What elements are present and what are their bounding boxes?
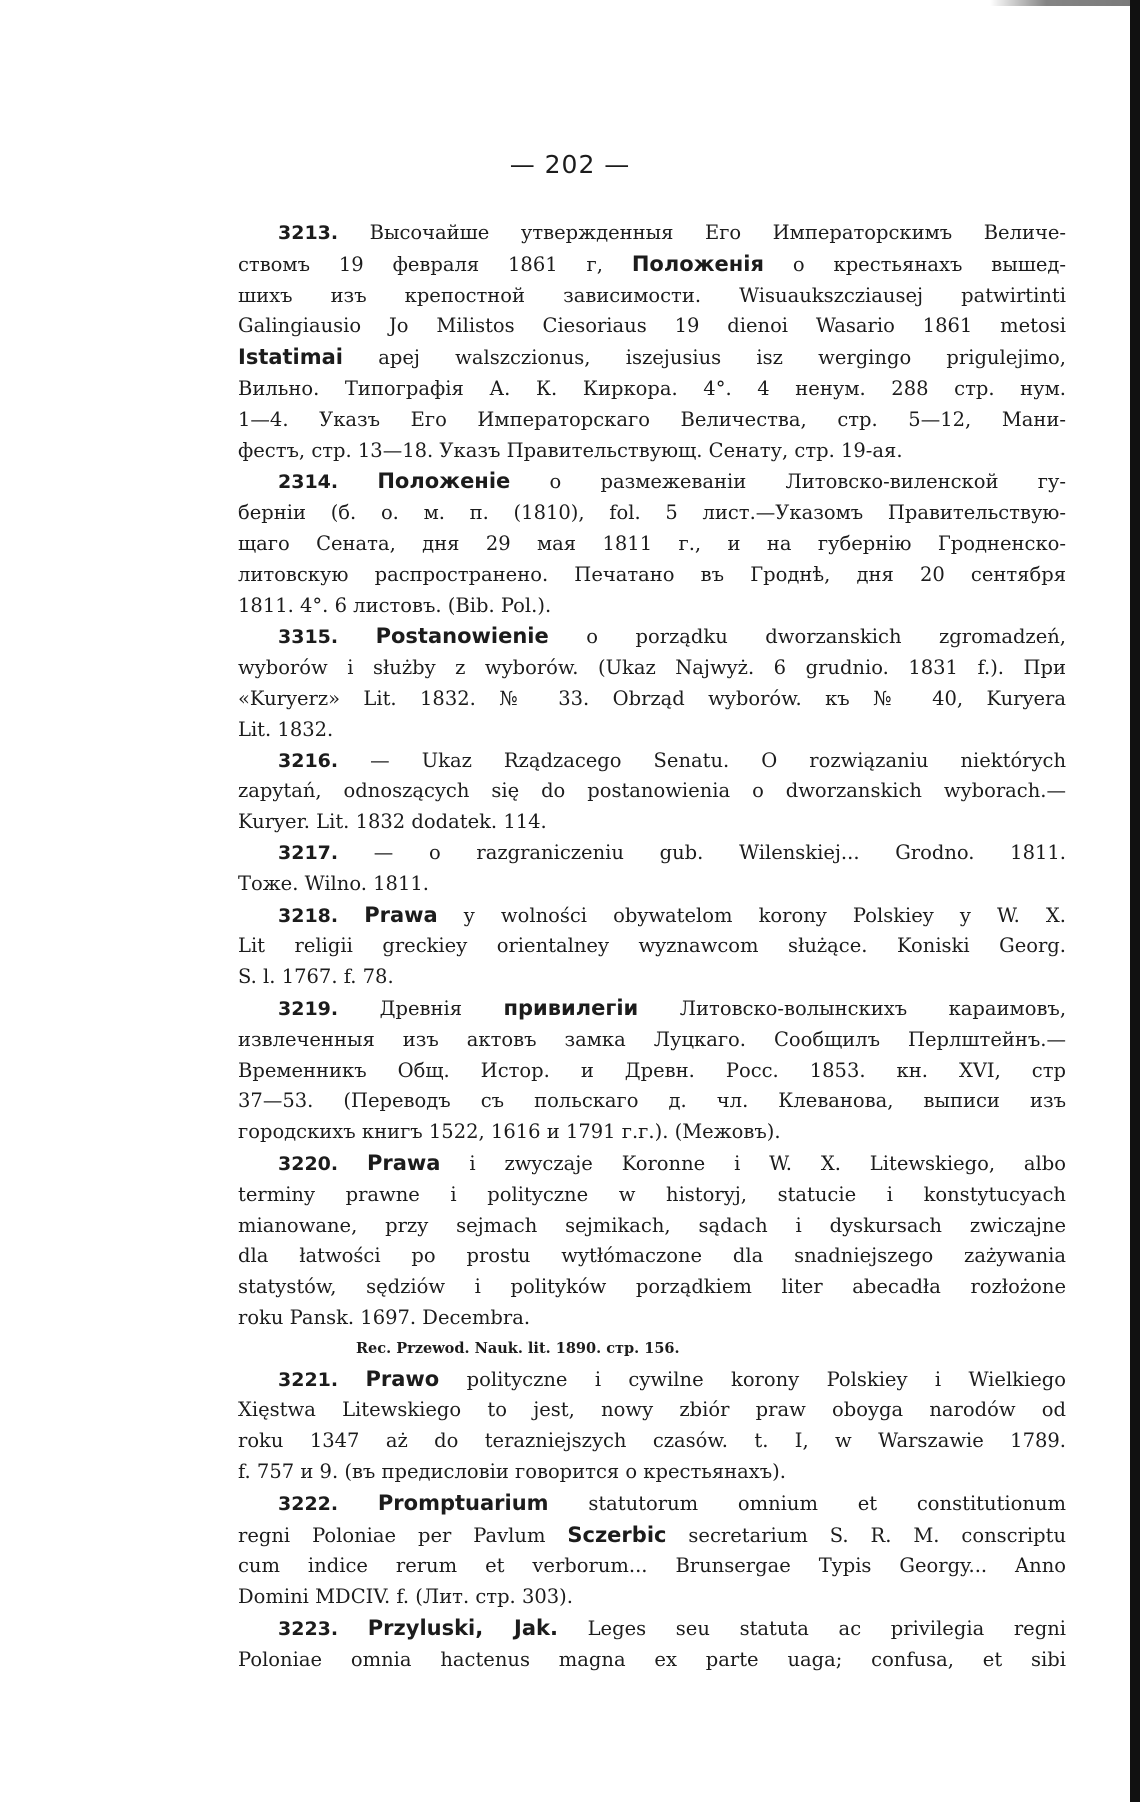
bibliography-entry: [238, 838, 1066, 900]
entry-keyword: Положенія: [631, 251, 764, 276]
entry-text: 1—4. Указъ Его Императорскаго Величества, стр. 5—12, Мани-: [238, 407, 1066, 431]
entry-text: Lit. 1832.: [238, 717, 334, 741]
entry-text: Вильно. Типографія А. К. Киркора. 4°. 4 ненум. 288 стр. нум.: [238, 376, 1066, 400]
entry-line: [238, 466, 1066, 498]
entry-number: 3216.: [278, 749, 339, 772]
entry-text: terminy prawne i polityczne w historyj, statucie i konstytucyach: [238, 1182, 1066, 1206]
entry-keyword: Prawo: [365, 1366, 440, 1391]
entry-number: 3222.: [278, 1492, 339, 1515]
page-number: — 202 —: [509, 150, 631, 179]
entry-text: S. l. 1767. f. 78.: [238, 965, 394, 989]
entry-number: 3220.: [278, 1152, 339, 1175]
entry-text: roku 1347 aż do terazniejszych czasów. t. I, w Warszawie 1789.: [238, 1429, 1066, 1453]
entry-text: 37—53. (Переводъ съ польскаго д. чл. Клеванова, выписи изъ: [238, 1089, 1066, 1113]
entry-text: i zwyczaje Koronne i W. X. Litewskiego, albo: [469, 1151, 1067, 1175]
entry-line: [238, 1551, 1066, 1582]
entry-text: Lit religii greckiey orientalney wyznawcom służące. Koniski Georg.: [238, 934, 1066, 958]
entry-line: [238, 776, 1066, 807]
entry-line: [238, 1056, 1066, 1087]
entry-text: фестъ, стр. 13—18. Указъ Правительствующ. Сенату, стр. 19-ая.: [238, 438, 903, 462]
entry-line: [238, 1457, 1066, 1488]
entry-text: — Ukaz Rządzacego Senatu. O rozwiązaniu niektórych: [370, 748, 1067, 772]
entry-line: [238, 838, 1066, 869]
entry-line: [238, 405, 1066, 436]
entry-line: [238, 715, 1066, 746]
entry-line: [238, 281, 1066, 312]
entry-text: Galingiausio Jo Milistos Ciesoriaus 19 dienoi Wasario 1861 metosi: [238, 314, 1066, 338]
entry-line: [238, 560, 1066, 591]
entry-text: mianowane, przy sejmach sejmikach, sądach i dyskursach zwiczajne: [238, 1213, 1066, 1237]
entry-line: [238, 962, 1066, 993]
entry-keyword: Sczerbic: [567, 1522, 667, 1547]
entry-line: [238, 1645, 1066, 1676]
entry-keyword: Postanowienie: [375, 624, 549, 649]
entry-keyword: Promptuarium: [377, 1490, 549, 1515]
entry-line: [238, 374, 1066, 405]
entry-text: o porządku dworzanskich zgromadzeń,: [586, 625, 1066, 649]
entry-text: Древнія: [379, 996, 462, 1020]
entry-text: Leges seu statuta ac privilegia regni: [587, 1617, 1066, 1641]
entry-text: wyborów i służby z wyborów. (Ukaz Najwyż. 6 grudnio. 1831 f.). При: [238, 656, 1066, 680]
entry-line: [238, 1582, 1066, 1613]
entry-line: [238, 1395, 1066, 1426]
entry-text: dla łatwości po prostu wytłómaczone dla snadniejszego zażywania: [238, 1244, 1066, 1268]
entry-line: [238, 1426, 1066, 1457]
entry-line: [238, 1272, 1066, 1303]
entry-keyword: Prawa: [364, 902, 438, 927]
entry-number: 3218.: [278, 904, 339, 927]
entry-keyword: Положеніе: [377, 469, 511, 494]
entry-text: Poloniae omnia hactenus magna ex parte uaga; confusa, et sibi: [238, 1647, 1066, 1671]
entry-text: statystów, sędziów i polityków porządkiem liter abecadła rozłożone: [238, 1275, 1066, 1299]
entry-text: cum indice rerum et verborum... Brunsergae Typis Georgy... Anno: [238, 1554, 1066, 1578]
entry-text: secretarium S. R. M. conscriptu: [688, 1523, 1067, 1547]
entry-line: [238, 436, 1066, 467]
entry-text: y wolności obywatelom korony Polskiey y W. X.: [463, 903, 1067, 927]
entry-line: [238, 807, 1066, 838]
entry-line: [238, 1025, 1066, 1056]
text-block: [238, 218, 1066, 1676]
entry-line: [238, 1488, 1066, 1520]
entry-text: Высочайше утвержденныя Его Императорскимъ Величе-: [369, 221, 1066, 244]
scan-edge-top: [990, 0, 1130, 6]
entry-line: [238, 311, 1066, 342]
entry-line: [238, 1086, 1066, 1117]
entry-text: Литовско-волынскихъ караимовъ,: [679, 996, 1067, 1020]
bibliography-entry: [238, 1148, 1066, 1364]
entry-text: f. 757 и 9. (въ предисловіи говорится о крестьянахъ).: [238, 1460, 786, 1484]
entry-line: [238, 684, 1066, 715]
entry-line: [238, 1241, 1066, 1272]
entry-text: polityczne i cywilne korony Polskiey i Wielkiego: [466, 1367, 1066, 1391]
entry-line: [238, 746, 1066, 777]
entry-text: roku Pansk. 1697. Decembra.: [238, 1305, 531, 1329]
entry-line: [238, 653, 1066, 684]
entry-line: [238, 900, 1066, 932]
entry-text: 1811. 4°. 6 листовъ. (Bib. Pol.).: [238, 593, 552, 617]
entry-text: литовскую распространено. Печатано въ Гроднѣ, дня 20 сентября: [238, 562, 1066, 586]
bibliography-entry: [238, 1488, 1066, 1613]
entry-keyword: привилегіи: [503, 995, 639, 1020]
entry-keyword: Prawa: [366, 1150, 441, 1175]
entry-text: zapytań, odnoszących się do postanowienia o dworzanskich wyborach.—: [238, 779, 1066, 803]
entry-line: [238, 993, 1066, 1025]
entry-number: 2314.: [278, 471, 339, 494]
entry-text: берніи (б. о. м. п. (1810), fol. 5 лист.—Указомъ Правительствую-: [238, 501, 1066, 525]
entry-text: Kuryer. Lit. 1832 dodatek. 114.: [238, 810, 547, 834]
entry-keyword: Istatimai: [238, 345, 344, 370]
entry-keyword: Przyluski, Jak.: [367, 1616, 558, 1641]
entry-line: [238, 591, 1066, 622]
bibliography-entry: [238, 1364, 1066, 1488]
bibliography-entry: [238, 993, 1066, 1148]
entry-number: 3217.: [278, 841, 339, 864]
entry-text: regni Poloniae per Pavlum: [238, 1523, 546, 1547]
entry-text: apej walszczionus, iszejusius isz wergingo prigulejimo,: [378, 346, 1066, 370]
entry-text: городскихъ книгъ 1522, 1616 и 1791 г.г.). (Межовъ).: [238, 1120, 781, 1144]
entry-number: 3315.: [278, 626, 339, 649]
entry-text: ствомъ 19 февраля 1861 г,: [238, 252, 603, 276]
entry-line: [238, 1148, 1066, 1180]
entry-text: щаго Сената, дня 29 мая 1811 г., и на губернію Гродненско-: [238, 531, 1066, 555]
scan-edge: [1130, 0, 1140, 1802]
entry-line: [238, 1364, 1066, 1396]
entry-line: [238, 1303, 1066, 1334]
bibliography-entry: [238, 466, 1066, 621]
entry-text: Тоже. Wilno. 1811.: [238, 871, 429, 895]
entry-text: statutorum omnium et constitutionum: [588, 1491, 1067, 1515]
entry-line: [238, 1180, 1066, 1211]
entry-text: «Kuryerz» Lit. 1832. № 33. Obrząd wyborów. къ № 40, Kuryera: [238, 686, 1066, 710]
entry-line: [238, 931, 1066, 962]
entry-line: [238, 249, 1066, 281]
entry-line: [238, 498, 1066, 529]
entry-text: Временникъ Общ. Истор. и Древн. Росс. 1853. кн. XVI, стр: [238, 1058, 1066, 1082]
entry-line: [238, 621, 1066, 653]
entry-note: Rec. Przewod. Nauk. lit. 1890. стр. 156.: [356, 1339, 680, 1357]
bibliography-entry: [238, 218, 1066, 466]
entry-line: [238, 218, 1066, 249]
entry-text: Xięstwa Litewskiego to jest, nowy zbiór praw oboyga narodów od: [238, 1398, 1066, 1422]
entry-line: [238, 1613, 1066, 1645]
bibliography-entry: [238, 621, 1066, 745]
entry-text: шихъ изъ крепостной зависимости. Wisuaukszcziausej patwirtinti: [238, 283, 1066, 307]
entry-number: 3221.: [278, 1368, 339, 1391]
entry-text: о размежеваніи Литовско-виленской гу-: [549, 470, 1066, 494]
entry-line: [238, 1117, 1066, 1148]
entry-text: о крестьянахъ вышед-: [792, 252, 1067, 276]
bibliography-entry: [238, 1613, 1066, 1676]
bibliography-entry: [238, 746, 1066, 838]
entry-number: 3219.: [278, 997, 339, 1020]
entry-number: 3223.: [278, 1618, 339, 1641]
entry-text: извлеченныя изъ актовъ замка Луцкаго. Сообщилъ Перлштейнъ.—: [238, 1027, 1066, 1051]
bibliography-entry: [238, 900, 1066, 993]
entry-line: [238, 869, 1066, 900]
entry-text: — o razgraniczeniu gub. Wilenskiej... Grodno. 1811.: [373, 840, 1066, 864]
entry-text: Domini MDCIV. f. (Лит. стр. 303).: [238, 1585, 573, 1609]
entry-number: 3213.: [278, 222, 339, 244]
entry-line: [238, 1520, 1066, 1552]
entry-line: [238, 342, 1066, 374]
entry-line: [238, 529, 1066, 560]
entry-line: [238, 1211, 1066, 1242]
